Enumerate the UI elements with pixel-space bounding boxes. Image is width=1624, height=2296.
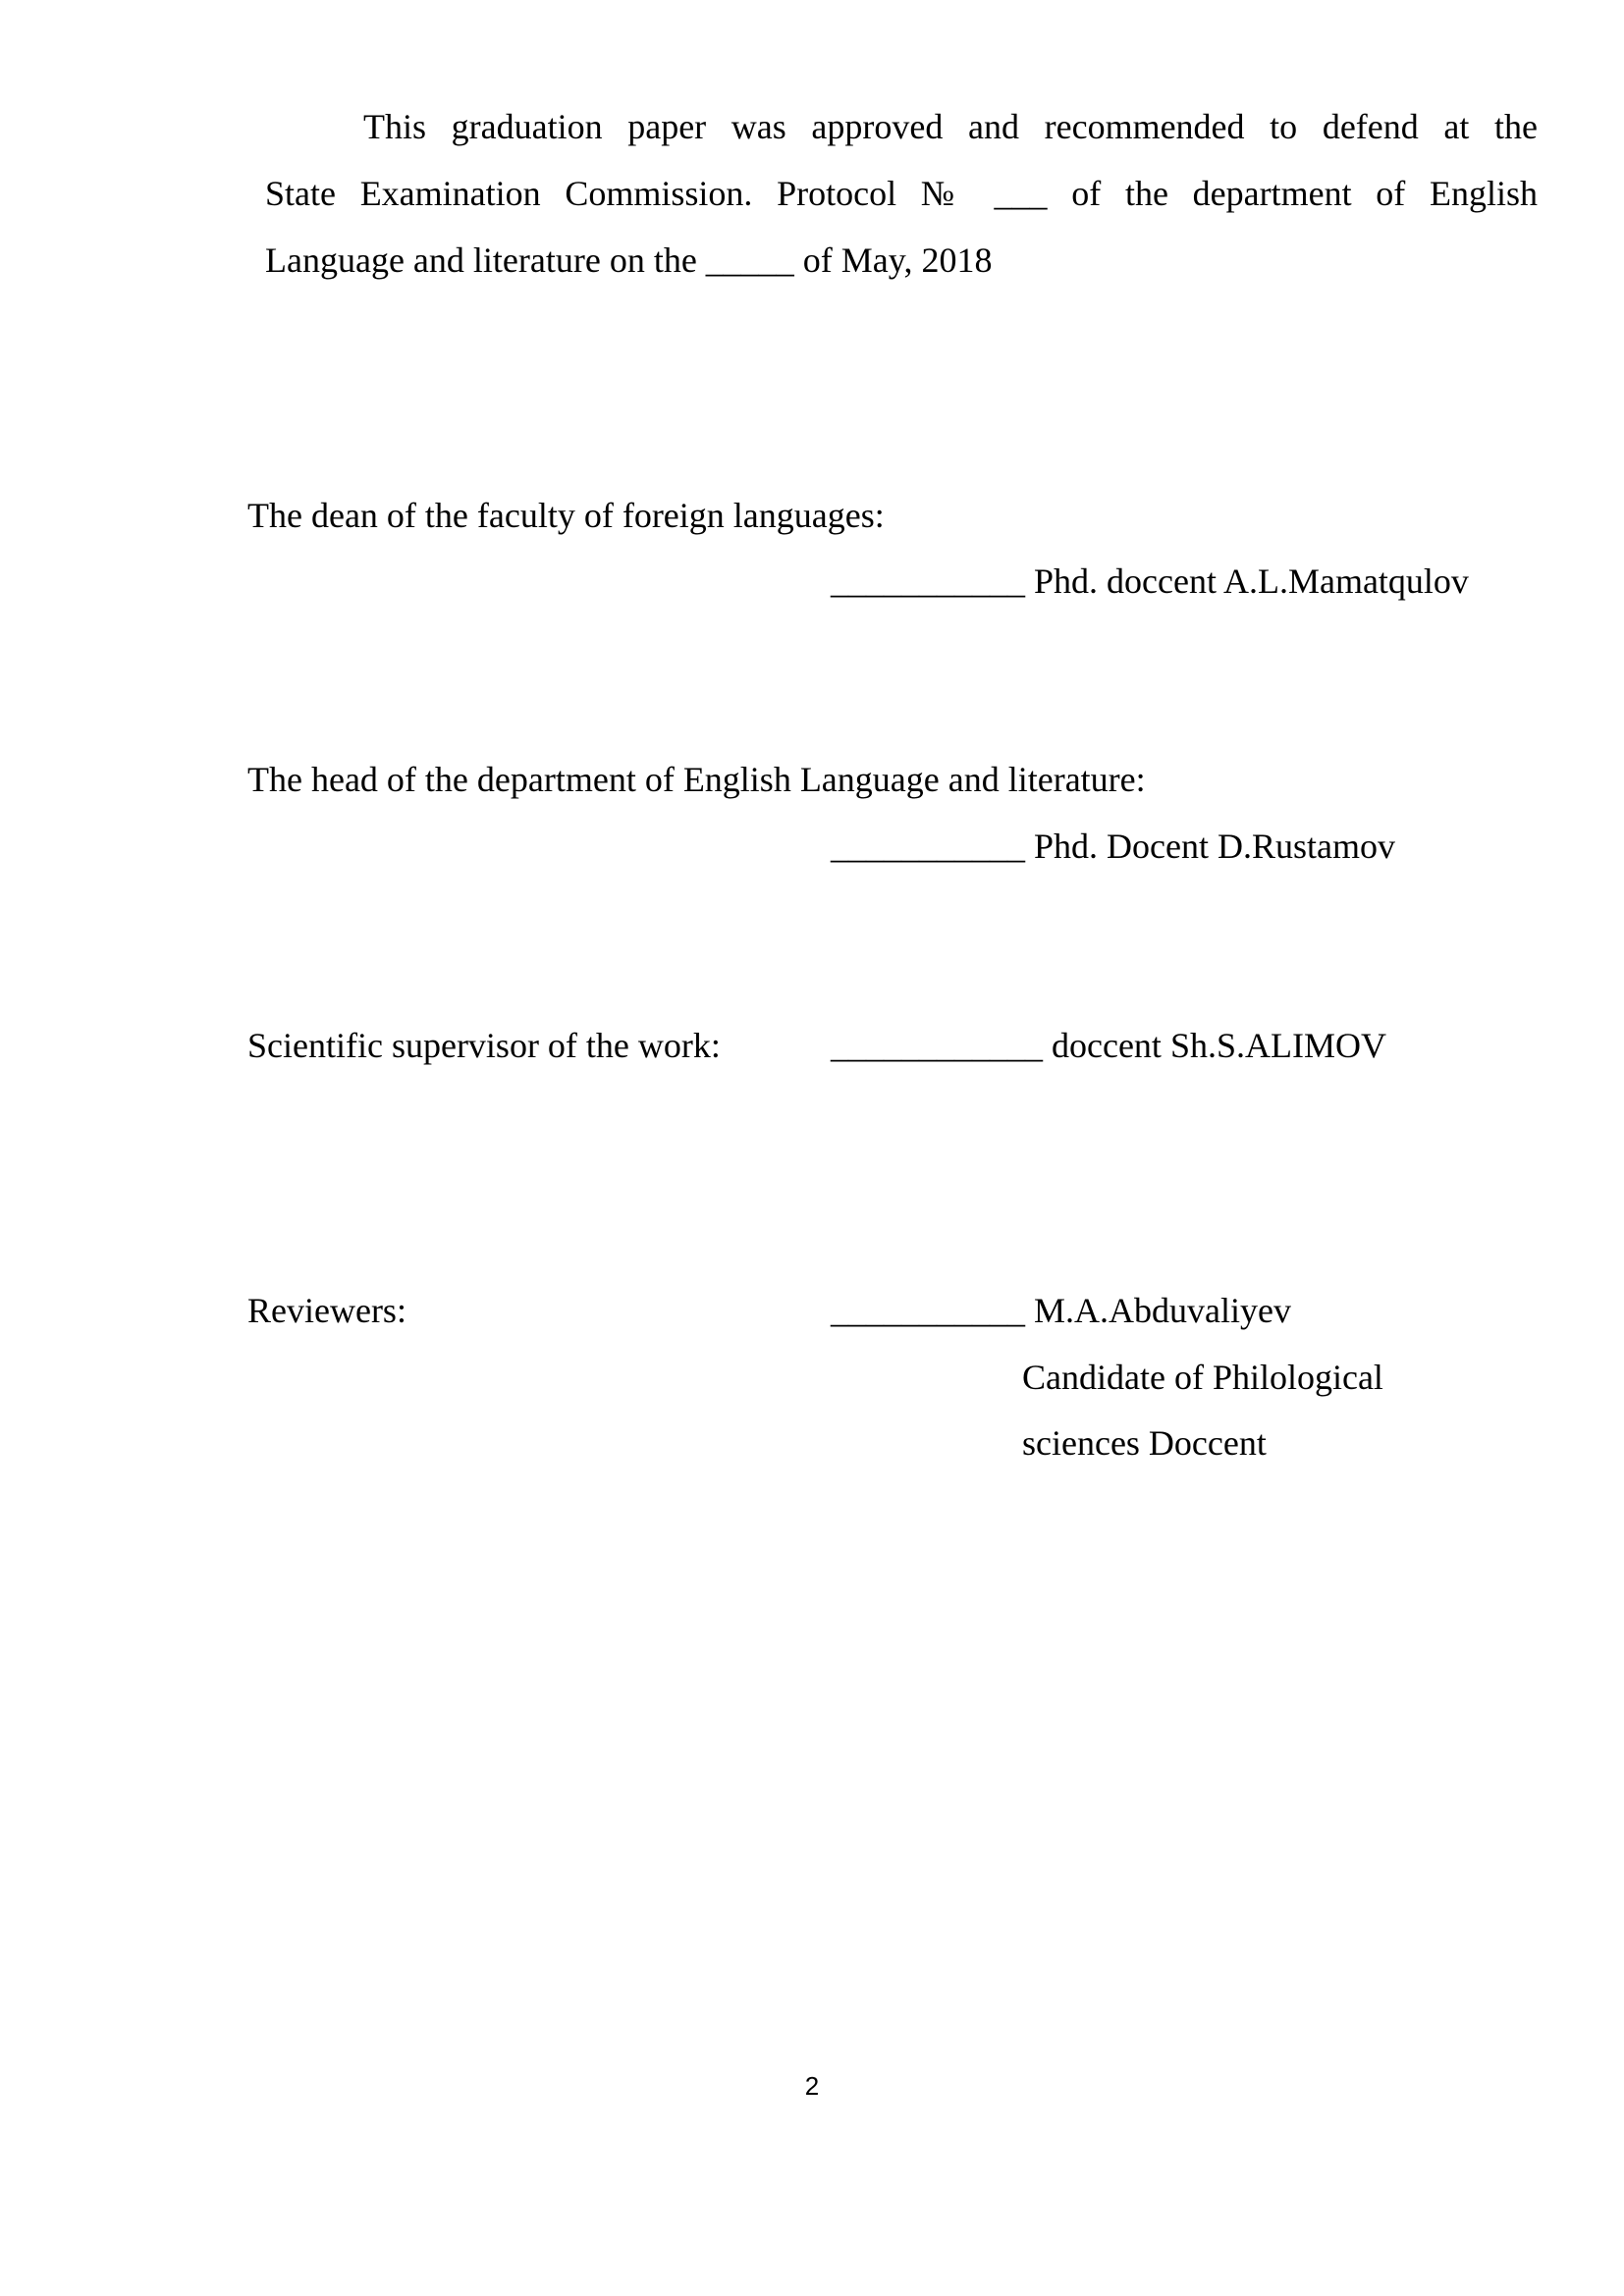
reviewers-title: Reviewers: [247,1291,406,1330]
reviewer-signature: ___________ M.A.Abduvaliyev [831,1291,1291,1330]
head-signature: ___________ Phd. Docent D.Rustamov [831,827,1395,866]
head-title: The head of the department of English Language and literature: [247,760,1146,799]
approval-paragraph [265,93,1538,294]
supervisor-signature: ____________ doccent Sh.S.ALIMOV [831,1026,1386,1065]
reviewer-credential-line-1: Candidate of Philological [1022,1358,1383,1397]
reviewer-credential-line-2: sciences Doccent [1022,1423,1267,1463]
approval-line-3: Language and literature on the _____ of May, 2018 [265,240,993,280]
approval-line-1: This graduation paper was approved and recommended to defend at the [363,107,1538,146]
approval-line-2: State Examination Commission. Protocol № ___ of the department of English [265,174,1538,213]
dean-signature: ___________ Phd. doccent A.L.Mamatqulov [831,561,1469,601]
dean-title: The dean of the faculty of foreign languages: [247,496,885,535]
supervisor-title: Scientific supervisor of the work: [247,1026,721,1065]
page-number: 2 [804,2071,820,2101]
